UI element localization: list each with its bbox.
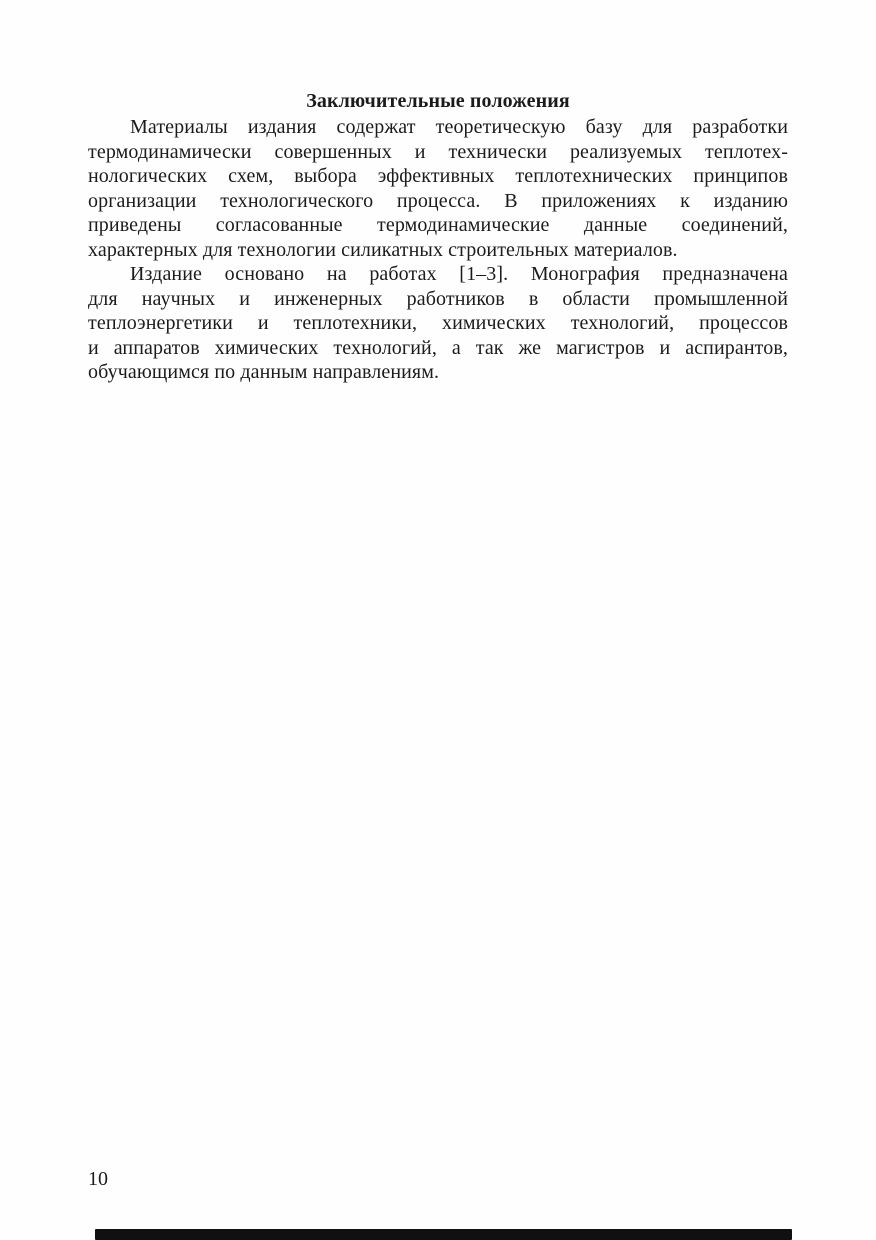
text-line: приведены согласованные термодинамические данные соединений, bbox=[88, 214, 788, 236]
text-line: организации технологического процесса. В приложениях к изданию bbox=[88, 189, 788, 212]
page-number: 10 bbox=[88, 1168, 108, 1190]
text-line: Издание основано на работах [1–3]. Монография предназначена bbox=[130, 263, 788, 285]
text-line: термодинамически совершенных и технически реализуемых теплотех- bbox=[88, 140, 788, 163]
text-line: обучающимся по данным направлениям. bbox=[88, 361, 440, 383]
scan-edge-bar bbox=[95, 1229, 792, 1240]
paragraph bbox=[88, 115, 788, 262]
text-line: нологических схем, выбора эффективных теплотехнических принципов bbox=[88, 165, 788, 187]
section-heading: Заключительные положения bbox=[306, 90, 570, 112]
text-line: и аппаратов химических технологий, а так же магистров и аспирантов, bbox=[88, 336, 788, 359]
text-line: характерных для технологии силикатных строительных материалов. bbox=[88, 238, 678, 261]
text-line: теплоэнергетики и теплотехники, химических технологий, процессов bbox=[88, 312, 788, 334]
text-line: Материалы издания содержат теоретическую базу для разработки bbox=[130, 116, 788, 138]
text-block bbox=[88, 88, 788, 385]
paragraph bbox=[88, 262, 788, 385]
text-line: для научных и инженерных работников в области промышленной bbox=[88, 287, 788, 310]
